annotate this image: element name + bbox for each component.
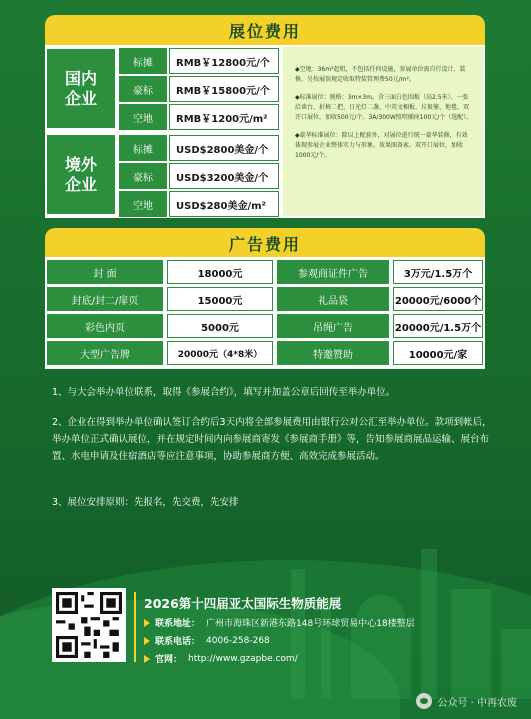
ad-item-cell: 彩色内页 [47,314,163,338]
phone-label: 联系电话： [155,637,201,647]
bullet-triangle-icon [144,619,150,627]
ad-price-cell: 3万元/1.5万个 [393,260,483,284]
booth-price-cell: RMB￥15800元/个 [169,76,279,102]
foreign-label-line2: 企业 [64,174,97,194]
ad-price-cell: 20000元（4*8米） [167,341,273,365]
divider [134,592,136,662]
address-row [144,616,415,629]
booth-price-cell: USD$2800美金/个 [169,135,279,161]
contact-block [52,588,472,698]
booth-note: ◆标准展位：规格：3m×3m，含三面白色围板（高2.5米）、一张洽谈台、折椅二把、日光灯二盏、中英文楣板、垃圾篓、地毯、双开口展位，加收500元/个。3A/300W照明插座100元/个（选配）。 [295,94,473,121]
ad-item-cell: 封底/封二/扉页 [47,287,163,311]
wechat-watermark [416,693,517,709]
phone-value[interactable]: 4006-258-268 [206,635,270,646]
address-value: 广州市海珠区新港东路148号环球贸易中心18楼整层 [206,619,415,629]
watermark-text: 公众号 · 中再农废 [437,697,517,709]
qr-code[interactable] [52,588,126,662]
wechat-icon [416,693,432,709]
address-label: 联系地址： [155,619,201,629]
booth-notes-panel [283,47,483,216]
booth-type-cell: 空地 [119,104,167,130]
booth-price-cell: USD$280美金/m² [169,191,279,217]
booth-fee-title: 展位费用 [228,21,301,41]
foreign-label-line1: 境外 [64,154,97,174]
phone-row [144,634,270,647]
website-link[interactable]: http://www.gzapbe.com/ [188,653,298,664]
booth-type-cell: 空地 [119,191,167,217]
ad-price-cell: 15000元 [167,287,273,311]
foreign-group-label [45,133,117,216]
booth-note: ◆空地：36m²起租，不包括任何设施，参展单位需自行设计、装修，另按展馆规定收取特装管理费50元/m²。 [295,66,466,83]
ad-fee-banner [45,228,485,258]
booth-type-cell: 标摊 [119,135,167,161]
bullet-triangle-icon [144,637,150,645]
bullet-triangle-icon [144,655,150,663]
booth-fee-banner [45,15,485,45]
qr-code-icon [56,592,122,658]
website-row [144,652,298,665]
ad-item-cell: 吊绳广告 [277,314,389,338]
ad-price-cell: 5000元 [167,314,273,338]
ad-fee-title: 广告费用 [228,234,301,254]
ad-price-cell: 18000元 [167,260,273,284]
ad-item-cell: 大型广告牌 [47,341,163,365]
domestic-label-line1: 国内 [64,68,97,88]
ad-item-cell: 礼品袋 [277,287,389,311]
ad-item-cell: 封 面 [47,260,163,284]
ad-price-cell: 10000元/家 [393,341,483,365]
ad-price-cell: 20000元/6000个 [393,287,483,311]
domestic-label-line2: 企业 [64,88,97,108]
booth-type-cell: 豪标 [119,76,167,102]
booth-type-cell: 标摊 [119,48,167,74]
booth-fee-table [45,45,485,218]
domestic-group-label [45,47,117,130]
booth-note: ◆豪华标准展位：除以上配套外，对展位进行统一豪华装修，有效体现参展企业整体实力与形象。效果图备索。双开口展位，加收1000元/个。 [295,132,468,159]
ad-price-cell: 20000元/1.5万个 [393,314,483,338]
ad-item-cell: 特邀赞助 [277,341,389,365]
website-label: 官网： [155,655,183,665]
ad-item-cell: 参观商证件广告 [277,260,389,284]
term-item: 3、展位安排原则：先报名，先交费，先安排 [52,497,239,508]
term-item: 2、企业在得到举办单位确认签订合约后3天内将全部参展费用由银行公对公汇至举办单位。款项到帐后，举办单位正式确认展位，并在规定时间内向参展商寄发《参展商手册》等，告知参展商展品运输、展台布置、水电申请及住宿酒店等应注意事项，协助参展商方便、高效完成参展活动。 [52,417,492,462]
booth-price-cell: RMB￥12800元/个 [169,48,279,74]
booth-type-cell: 豪标 [119,163,167,189]
booth-price-cell: USD$3200美金/个 [169,163,279,189]
booth-price-cell: RMB￥1200元/m² [169,104,279,130]
event-title: 2026第十四届亚太国际生物质能展 [144,596,342,611]
ad-fee-table [45,257,485,369]
term-item: 1、与大会举办单位联系，取得《参展合约》，填写并加盖公章后回传至举办单位。 [52,387,396,398]
